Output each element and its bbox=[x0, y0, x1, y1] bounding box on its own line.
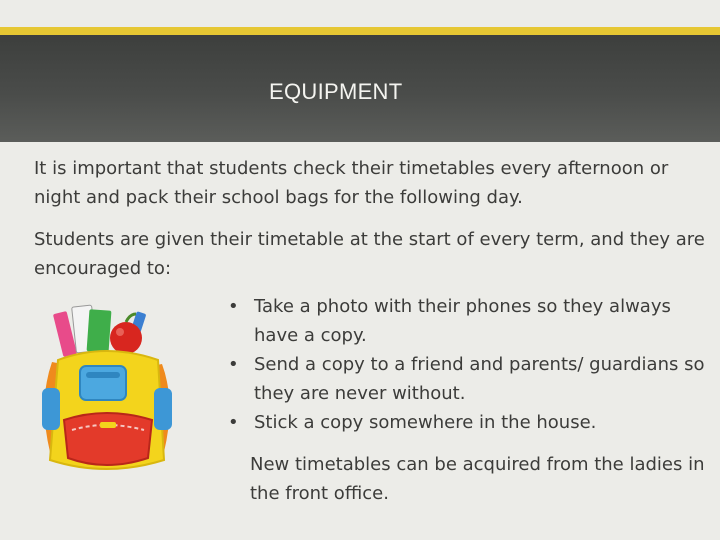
list-item bbox=[228, 292, 708, 350]
list-item bbox=[228, 350, 708, 408]
bullet-icon: • bbox=[228, 354, 239, 375]
list-item-text: Take a photo with their phones so they always have a copy. bbox=[254, 296, 671, 346]
accent-line bbox=[0, 27, 720, 35]
intro-paragraph: It is important that students check their timetables every afternoon or night and pack their school bags for the following day. bbox=[34, 158, 669, 208]
bullet-icon: • bbox=[228, 412, 239, 433]
tips-list bbox=[228, 292, 708, 437]
list-item-text: Stick a copy somewhere in the house. bbox=[254, 412, 597, 433]
school-backpack-icon bbox=[36, 302, 178, 480]
top-margin bbox=[0, 0, 720, 26]
slide-title: EQUIPMENT bbox=[269, 79, 403, 104]
encouragement-paragraph: Students are given their timetable at the start of every term, and they are encouraged to: bbox=[34, 229, 705, 279]
closing-paragraph: New timetables can be acquired from the ladies in the front office. bbox=[250, 454, 705, 504]
list-item bbox=[228, 408, 708, 437]
list-item-text: Send a copy to a friend and parents/ guardians so they are never without. bbox=[254, 354, 705, 404]
bullet-icon: • bbox=[228, 296, 239, 317]
